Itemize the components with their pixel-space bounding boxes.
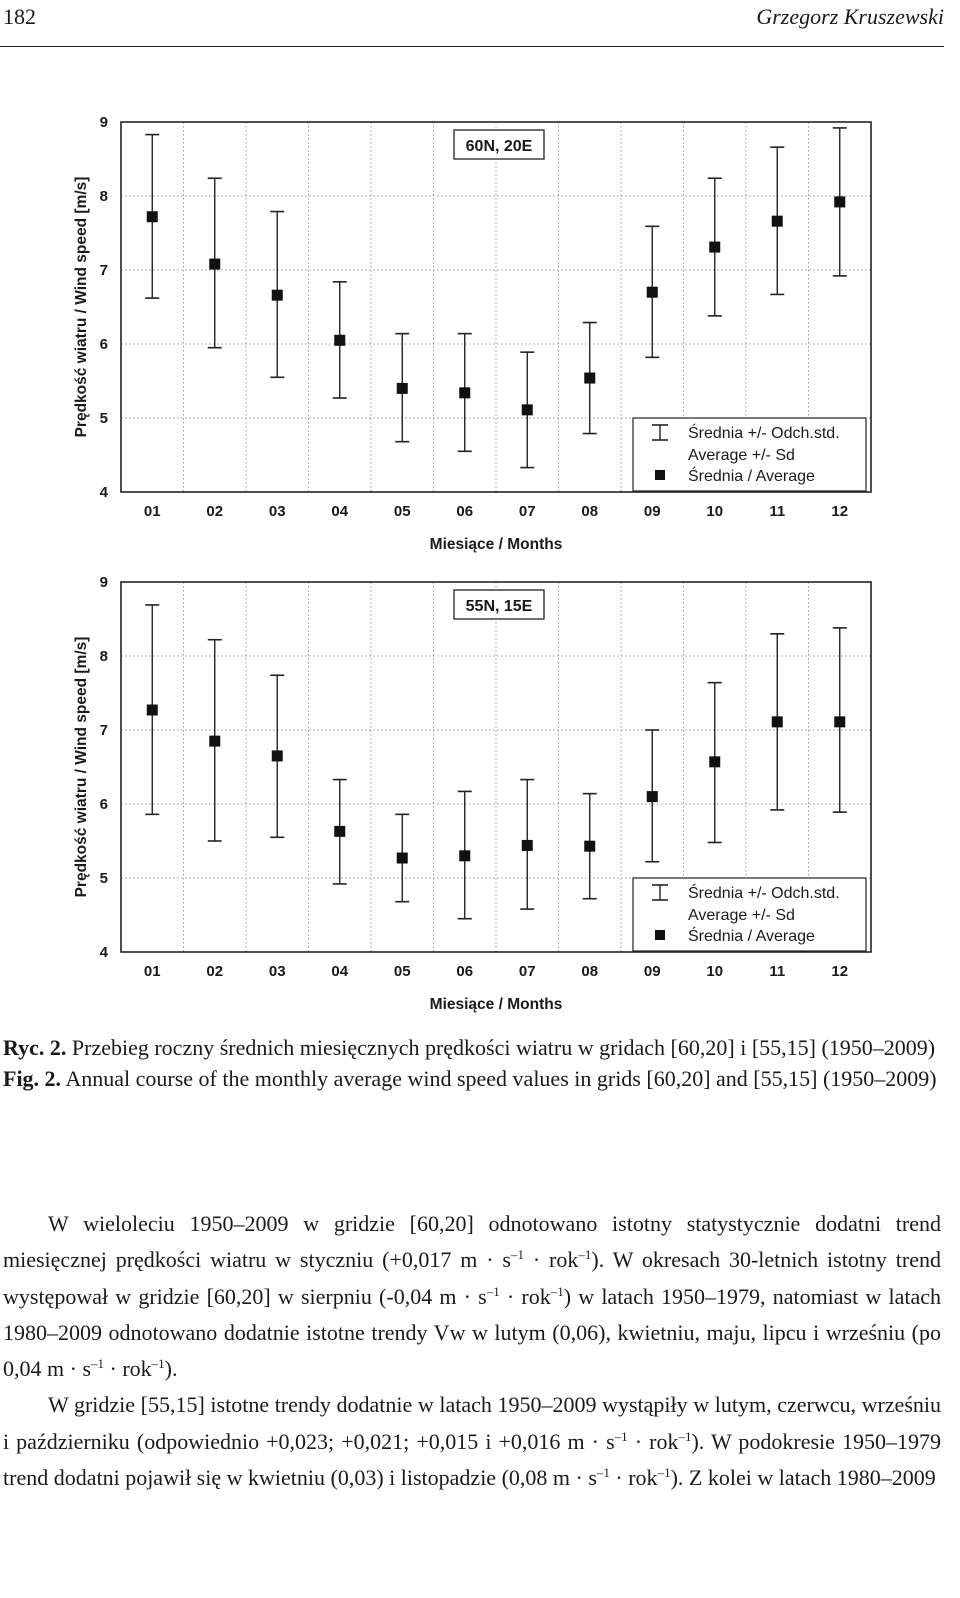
mean-marker [647, 791, 658, 802]
y-tick-label: 6 [99, 796, 108, 813]
sup: –1 [550, 1283, 564, 1299]
p1-text-b: · rok [523, 1247, 579, 1273]
running-head-author: Grzegorz Kruszewski [756, 4, 944, 29]
error-bar-01 [145, 135, 159, 299]
mean-marker [334, 826, 345, 837]
y-tick-label: 8 [99, 188, 108, 205]
error-bar-08 [583, 794, 597, 899]
error-bar-07 [520, 780, 534, 909]
mean-marker [584, 373, 595, 384]
p1-text-a: W wieloleciu 1950–2009 w gridzie [60,20] odnotowano istotny statystycznie dodatni trend miesięcznej prędkości wiatru w styczniu (+0,017 m · s [3, 1211, 941, 1273]
legend-mean-symbol [655, 930, 665, 940]
y-axis-title: Prędkość wiatru / Wind speed [m/s] [73, 636, 90, 898]
x-tick-label: 10 [706, 963, 724, 980]
error-bar-06 [458, 334, 472, 452]
x-axis-title: Miesiące / Months [429, 536, 563, 553]
error-bar-11 [770, 634, 784, 810]
caption-polish [3, 1032, 941, 1063]
sup: –1 [91, 1356, 104, 1372]
x-tick-label: 10 [706, 503, 724, 520]
p2-text-c: ). W podokresie 1950–1979 trend dodatni pojawił się w kwietniu (0,03) i listopadzie (0,08 m · s [3, 1428, 942, 1491]
x-tick-label: 02 [206, 503, 224, 520]
y-tick-label: 9 [99, 114, 108, 131]
y-tick-label: 4 [99, 944, 108, 961]
error-bar-01 [145, 605, 159, 814]
chart-title: 60N, 20E [465, 138, 533, 155]
x-tick-label: 03 [268, 503, 286, 520]
y-tick-label: 8 [99, 648, 108, 665]
caption-english [3, 1063, 941, 1094]
x-tick-label: 04 [331, 963, 349, 980]
chart-title: 55N, 15E [465, 598, 533, 615]
sup: –1 [151, 1356, 165, 1372]
figure-caption [3, 1032, 941, 1094]
mean-marker [709, 242, 720, 253]
p2-text-a: W gridzie [55,15] istotne trendy dodatnie w latach 1950–2009 wystąpiły w lutym, czerwcu, wrześniu i październiku (odpowiednio +0,023; +0,021; +0,015 i +0,016 m · s [3, 1392, 941, 1454]
caption-en-label: Fig. 2. [3, 1066, 62, 1091]
sup: –1 [678, 1428, 692, 1444]
error-bar-12 [833, 128, 847, 276]
mean-marker [459, 387, 470, 398]
sup: –1 [486, 1283, 500, 1299]
error-bar-03 [270, 675, 284, 837]
body-paragraph-2 [3, 1387, 941, 1496]
legend-entry: Średnia / Average [688, 468, 815, 485]
x-tick-label: 05 [393, 963, 411, 980]
x-tick-label: 01 [143, 503, 161, 520]
error-bar-10 [708, 178, 722, 316]
running-head [0, 0, 944, 47]
x-tick-label: 08 [581, 963, 599, 980]
p1-text-f: · rok [104, 1356, 152, 1382]
error-bar-11 [770, 147, 784, 294]
caption-en-text: Annual course of the monthly average wind speed values in grids [60,20] and [55,15] (1950–2009) [65, 1066, 937, 1091]
caption-pl-text: Przebieg roczny średnich miesięcznych prędkości wiatru w gridach [60,20] i [55,15] (1950–2009) [71, 1035, 936, 1060]
x-tick-label: 11 [769, 963, 786, 980]
x-tick-label: 02 [206, 963, 224, 980]
wind-speed-chart-55n-15e [0, 560, 960, 1013]
mean-marker [772, 216, 783, 227]
y-tick-label: 7 [99, 722, 108, 739]
x-tick-label: 09 [643, 963, 661, 980]
p2-text-e: ). Z kolei w latach 1980–2009 [670, 1465, 936, 1491]
p2-text-b: · rok [627, 1428, 679, 1454]
x-axis-title: Miesiące / Months [429, 996, 563, 1013]
page-number: 182 [3, 4, 36, 29]
p2-text-d: · rok [609, 1465, 658, 1491]
y-tick-label: 5 [99, 410, 108, 427]
mean-marker [334, 335, 345, 346]
legend-entry: Średnia +/- Odch.std. [688, 885, 840, 902]
mean-marker [147, 705, 158, 716]
mean-marker [147, 211, 158, 222]
mean-marker [647, 287, 658, 298]
mean-marker [209, 259, 220, 270]
x-tick-label: 12 [831, 503, 849, 520]
x-tick-label: 04 [331, 503, 349, 520]
error-bar-09 [645, 730, 659, 862]
error-bar-07 [520, 352, 534, 467]
body-paragraph-1 [3, 1206, 941, 1387]
wind-speed-chart-60n-20e [0, 100, 960, 600]
mean-marker [272, 750, 283, 761]
x-tick-label: 12 [831, 963, 849, 980]
error-bar-12 [833, 628, 847, 812]
error-bar-08 [583, 323, 597, 434]
x-tick-label: 06 [456, 503, 474, 520]
p1-text-e: ) w latach 1950–1979, natomiast w latach 1980–2009 odnotowano dodatnie istotne trendy Vw w lutym (0,06), kwietniu, maju, lipcu i wrześniu (po 0,04 m · s [3, 1283, 941, 1382]
legend-entry: Average +/- Sd [688, 447, 795, 464]
error-bar-04 [333, 780, 347, 884]
error-bar-02 [208, 178, 222, 347]
error-bar-03 [270, 212, 284, 378]
error-bar-05 [395, 334, 409, 442]
y-tick-label: 4 [99, 484, 108, 501]
mean-marker [272, 290, 283, 301]
x-tick-label: 08 [581, 503, 599, 520]
y-tick-label: 6 [99, 336, 108, 353]
mean-marker [584, 841, 595, 852]
sup: –1 [578, 1247, 592, 1263]
x-tick-label: 09 [643, 503, 661, 520]
mean-marker [834, 716, 845, 727]
mean-marker [209, 736, 220, 747]
x-tick-label: 06 [456, 963, 474, 980]
sup: –1 [657, 1465, 671, 1481]
mean-marker [522, 404, 533, 415]
mean-marker [772, 716, 783, 727]
legend-entry: Średnia / Average [688, 928, 815, 945]
x-tick-label: 11 [769, 503, 786, 520]
legend-entry: Average +/- Sd [688, 907, 795, 924]
mean-marker [397, 383, 408, 394]
legend-entry: Średnia +/- Odch.std. [688, 425, 840, 442]
mean-marker [709, 756, 720, 767]
error-bar-06 [458, 791, 472, 918]
p1-text-d: · rok [499, 1283, 551, 1309]
p1-text-c: ). W okresach 30-letnich istotny trend występował w gridzie [60,20] w sierpniu (-0,04 m · s [3, 1247, 941, 1309]
x-tick-label: 07 [518, 963, 536, 980]
mean-marker [834, 196, 845, 207]
body-text [3, 1206, 941, 1496]
y-axis-title: Prędkość wiatru / Wind speed [m/s] [73, 176, 90, 438]
legend-mean-symbol [655, 470, 665, 480]
x-tick-label: 01 [143, 963, 161, 980]
y-tick-label: 7 [99, 262, 108, 279]
sup: –1 [596, 1465, 610, 1481]
x-tick-label: 07 [518, 503, 536, 520]
p1-text-g: ). [164, 1356, 178, 1382]
mean-marker [522, 840, 533, 851]
mean-marker [459, 850, 470, 861]
error-bar-09 [645, 226, 659, 357]
x-tick-label: 03 [268, 963, 286, 980]
error-bar-05 [395, 814, 409, 901]
error-bar-04 [333, 282, 347, 398]
error-bar-02 [208, 640, 222, 841]
y-tick-label: 9 [99, 574, 108, 591]
caption-pl-label: Ryc. 2. [3, 1035, 67, 1060]
x-tick-label: 05 [393, 503, 411, 520]
sup: –1 [614, 1428, 628, 1444]
mean-marker [397, 853, 408, 864]
y-tick-label: 5 [99, 870, 108, 887]
error-bar-10 [708, 683, 722, 843]
sup: –1 [510, 1247, 524, 1263]
